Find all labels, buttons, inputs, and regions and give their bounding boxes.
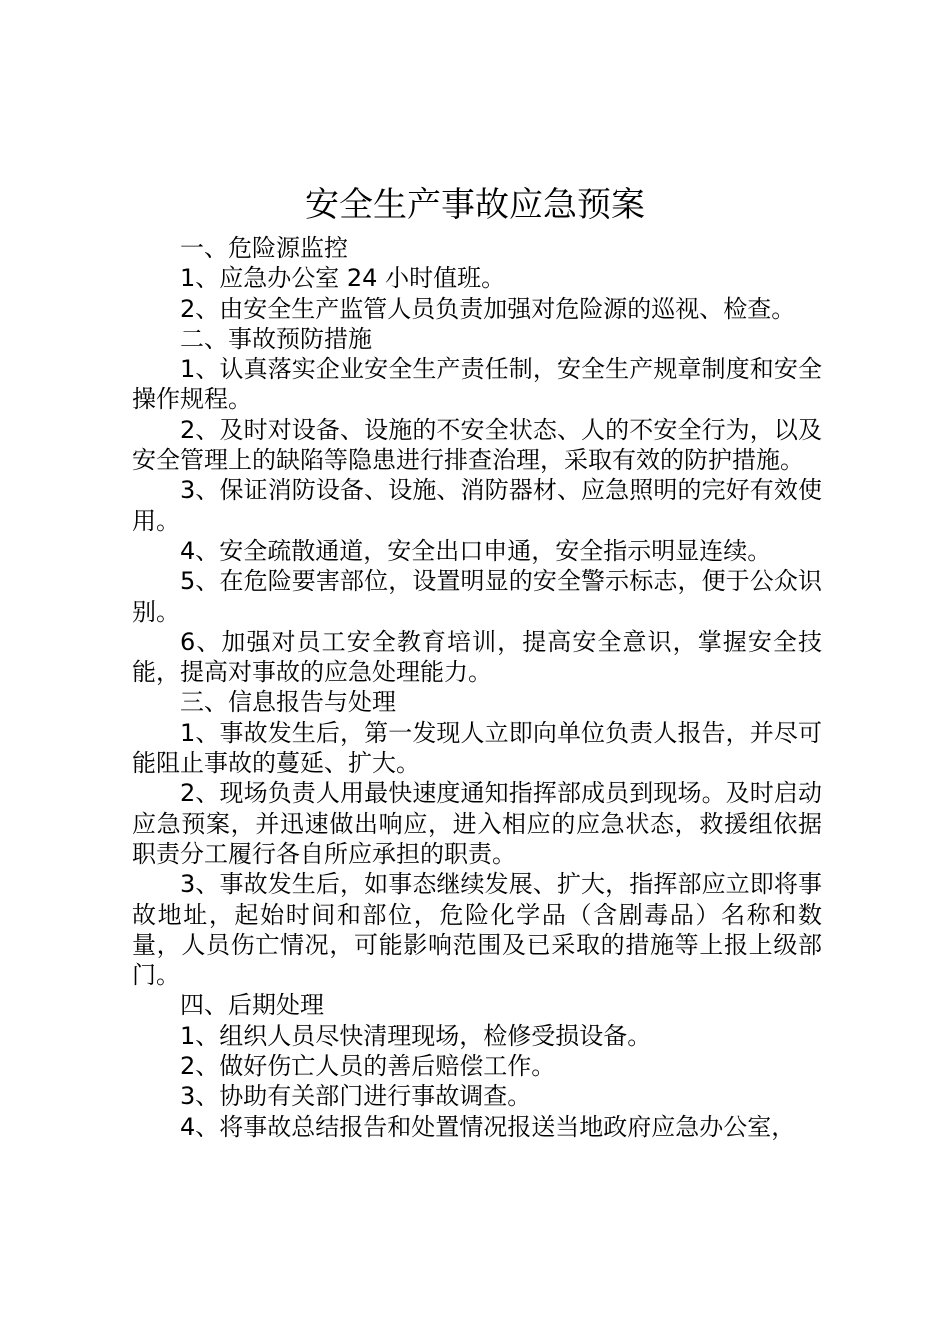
paragraph: 3、协助有关部门进行事故调查。 xyxy=(180,1082,532,1111)
paragraph: 3、事故发生后，如事态继续发展、扩大，指挥部应立即将事故地址，起始时间和部位，危险化学品（含剧毒品）名称和数量，人员伤亡情况，可能影响范围及已采取的措施等上报上级部门。 xyxy=(132,870,822,990)
paragraph: 3、保证消防设备、设施、消防器材、应急照明的完好有效使用。 xyxy=(132,476,822,535)
paragraph: 6、加强对员工安全教育培训，提高安全意识，掌握安全技能，提高对事故的应急处理能力。 xyxy=(132,627,822,687)
paragraph: 1、应急办公室 24 小时值班。 xyxy=(180,264,506,293)
paragraph: 2、现场负责人用最快速度通知指挥部成员到现场。及时启动应急预案，并迅速做出响应，进入相应的应急状态，救援组依据职责分工履行各自所应承担的职责。 xyxy=(132,779,822,868)
section-heading-prevention: 二、事故预防措施 xyxy=(180,324,372,353)
document-body xyxy=(132,233,822,1142)
paragraph: 4、安全疏散通道，安全出口申通，安全指示明显连续。 xyxy=(180,536,772,565)
paragraph: 2、及时对设备、设施的不安全状态、人的不安全行为，以及安全管理上的缺陷等隐患进行排查治理，采取有效的防护措施。 xyxy=(132,415,822,475)
section-heading-reporting: 三、信息报告与处理 xyxy=(180,688,396,717)
section-heading-aftermath: 四、后期处理 xyxy=(180,991,324,1020)
paragraph: 1、组织人员尽快清理现场，检修受损设备。 xyxy=(180,1021,652,1050)
paragraph: 1、认真落实企业安全生产责任制，安全生产规章制度和安全操作规程。 xyxy=(132,355,822,414)
paragraph: 2、做好伤亡人员的善后赔偿工作。 xyxy=(180,1052,556,1081)
paragraph: 5、在危险要害部位，设置明显的安全警示标志，便于公众识别。 xyxy=(132,567,822,626)
paragraph: 1、事故发生后，第一发现人立即向单位负责人报告，并尽可能阻止事故的蔓延、扩大。 xyxy=(132,718,822,778)
paragraph: 2、由安全生产监管人员负责加强对危险源的巡视、检查。 xyxy=(180,294,796,323)
section-heading-hazard-monitoring: 一、危险源监控 xyxy=(180,234,348,262)
paragraph: 4、将事故总结报告和处置情况报送当地政府应急办公室， xyxy=(180,1112,796,1141)
document-title: 安全生产事故应急预案 xyxy=(305,185,645,225)
